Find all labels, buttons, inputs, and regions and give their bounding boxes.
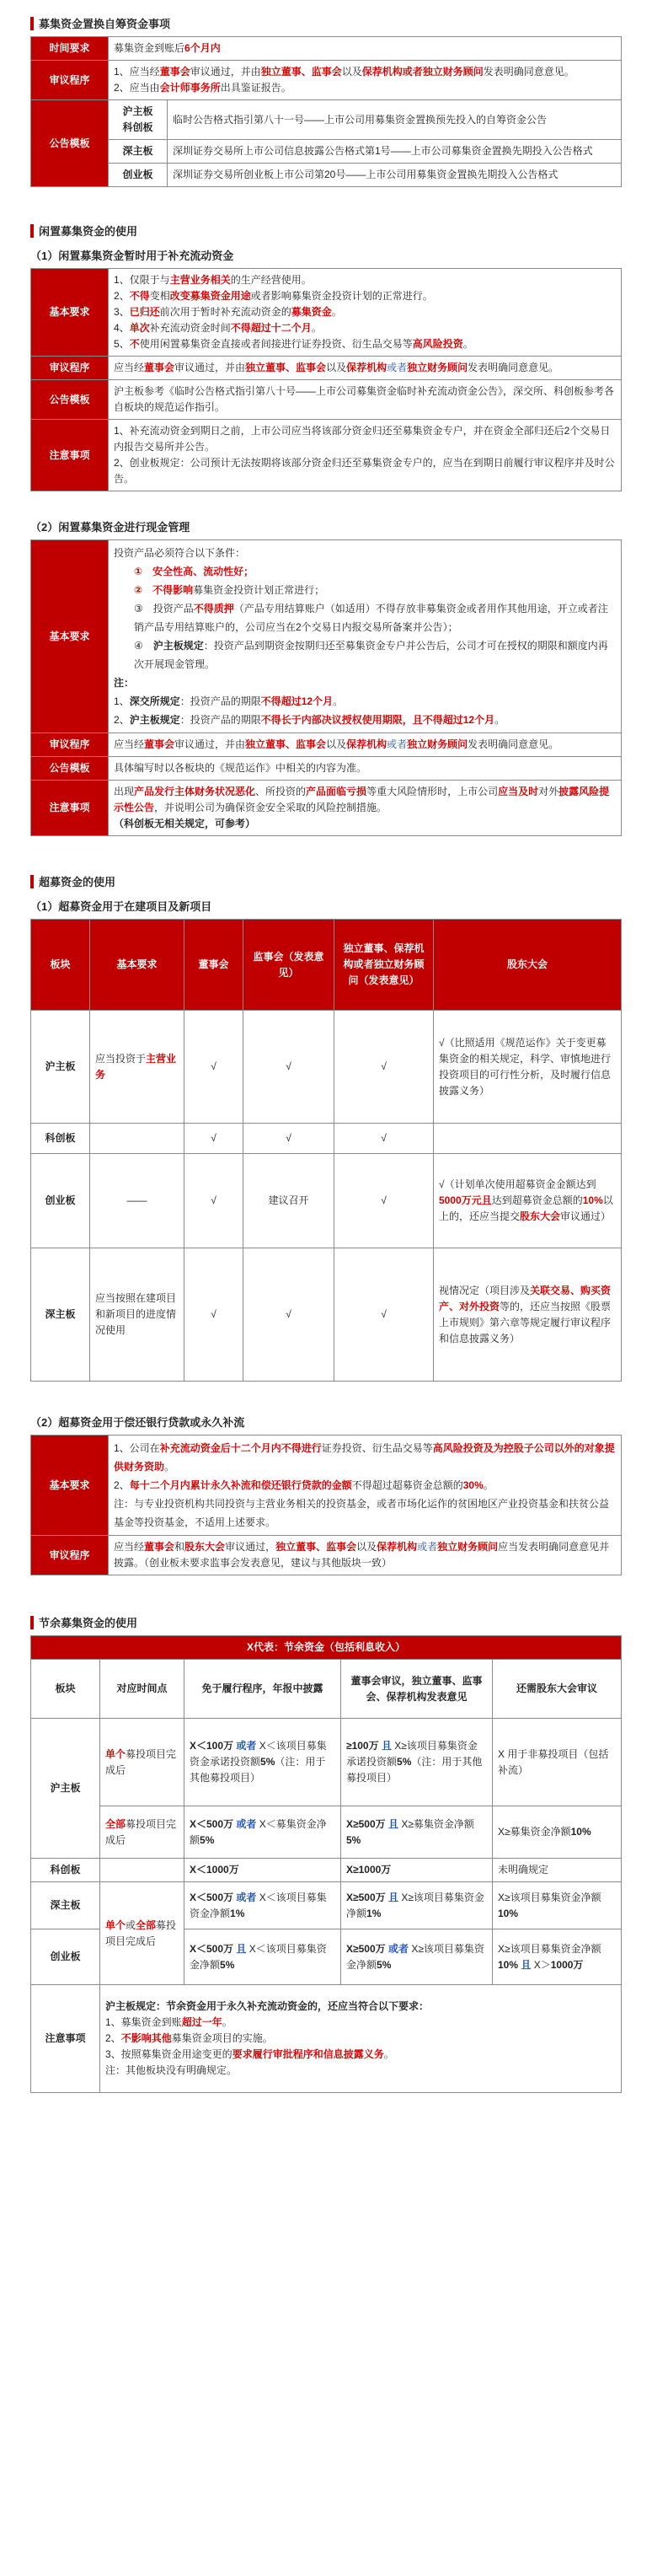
header-board: 板块	[31, 920, 90, 1011]
cell-dsh: √	[184, 1124, 243, 1154]
cell-dsh: ≥100万 且 X≥该项目募集资金承诺投资额5%（注：用于其他募投项目）	[341, 1719, 493, 1806]
cell-board: 沪主板	[31, 1719, 100, 1859]
cell-indep: √	[334, 1248, 434, 1382]
replacement-table	[30, 36, 622, 187]
subsection-title: （2）超募资金用于偿还银行贷款或永久补流	[30, 1416, 245, 1429]
label-review: 审议程序	[31, 733, 109, 757]
time-text: 募集资金到账后6个月内	[109, 37, 622, 61]
cell-gd: 视情况定（项目涉及关联交易、购买资产、对外投资等的，还应当按照《股票上市规则》第六章等规定履行审议程序和信息披露义务）	[434, 1248, 622, 1382]
cell-exempt: X＜500万 或者 X＜募集资金净额5%	[184, 1806, 341, 1859]
cell-gd: √（计划单次使用超募资金金额达到5000万元且达到超募资金总额的10%以上的，还应当提交股东大会审议通过）	[434, 1154, 622, 1248]
template-text: 沪主板参考《临时公告格式指引第八十号——上市公司募集资金临时补充流动资金公告》，深交所、科创板参考各自板块的规范运作指引。	[109, 380, 622, 420]
label-review: 审议程序	[31, 61, 109, 100]
template-sh: 临时公告格式指引第八十一号——上市公司用募集资金置换预先投入的自筹资金公告	[168, 100, 622, 140]
notes-text: 出现产品发行主体财务状况恶化、所投资的产品面临亏损等重大风险情形时，上市公司应当及时对外披露风险提示性公告，并说明公司为确保资金安全采取的风险控制措施。 （科创板无相关规定，可参考）	[109, 781, 622, 836]
section-title-overraised: 超募资金的使用	[30, 873, 622, 889]
review-text: 1、应当经董事会审议通过，并由独立董事、监事会以及保荐机构或者独立财务顾问发表明确同意意见。 2、应当由会计师事务所出具鉴证报告。	[109, 61, 622, 100]
subsection-title: （1）闲置募集资金暂时用于补充流动资金	[30, 250, 234, 262]
section-title-surplus: 节余募集资金的使用	[30, 1614, 622, 1630]
cell-dsh: X≥500万 且 X≥募集资金净额5%	[341, 1806, 493, 1859]
cell-dsh: X≥500万 或者 X≥该项目募集资金净额5%	[341, 1929, 493, 1985]
notes-text: 沪主板规定：节余资金用于永久补充流动资金的，还应当符合以下要求： 1、募集资金到账超过一年。 2、不影响其他募集资金项目的实施。 3、按照募集资金用途变更的要求履行审批程序和信息披露义务。 注：其他板块没有明确规定。	[100, 1985, 622, 2093]
cell-basic	[90, 1124, 184, 1154]
cell-indep: √	[334, 1154, 434, 1248]
header-exempt: 免于履行程序，年报中披露	[184, 1660, 341, 1719]
cell-exempt: X＜500万 且 X＜该项目募集资金净额5%	[184, 1929, 341, 1985]
table-row	[31, 1011, 622, 1124]
table-row	[31, 1124, 622, 1154]
subsection-title: （2）闲置募集资金进行现金管理	[30, 521, 190, 534]
cell-board: 沪主板	[31, 1011, 90, 1124]
review-text: 应当经董事会和股东大会审议通过，独立董事、监事会以及保荐机构或者独立财务顾问应当发表明确同意意见并披露。（创业板未要求监事会发表意见，建议与其他版块一致）	[109, 1536, 622, 1575]
cell-board: 创业板	[31, 1929, 100, 1985]
header-board-review: 董事会审议，独立董事、监事会、保荐机构发表意见	[341, 1660, 493, 1719]
cell-board: 深主板	[31, 1882, 100, 1929]
cell-exempt: X＜1000万	[184, 1859, 341, 1882]
cell-board: 科创板	[31, 1859, 100, 1882]
section-marker	[30, 224, 34, 238]
idle-cash-mgmt-table	[30, 539, 622, 836]
subsection-title: （1）超募资金用于在建项目及新项目	[30, 900, 212, 913]
page	[30, 15, 622, 2093]
table-row	[31, 1985, 622, 2093]
template-text: 具体编写时以各板块的《规范运作》中相关的内容为准。	[109, 757, 622, 781]
header-shareholders: 股东大会	[434, 920, 622, 1011]
cell-gd: X 用于非募投项目（包括补流）	[493, 1719, 622, 1806]
cell-board: 深主板	[31, 1248, 90, 1382]
cell-exempt: X＜100万 或者 X＜该项目募集资金承诺投资额5%（注：用于其他募投项目）	[184, 1719, 341, 1806]
cell-time: 单个募投项目完成后	[100, 1719, 184, 1806]
cell-gd: √（比照适用《规范运作》关于变更募集资金的相关规定，科学、审慎地进行投资项目的可行性分析，及时履行信息披露义务）	[434, 1011, 622, 1124]
cell-time: 全部募投项目完成后	[100, 1806, 184, 1859]
cell-indep: √	[334, 1124, 434, 1154]
cell-gd: X≥募集资金净额10%	[493, 1806, 622, 1859]
board-sz: 深主板	[109, 140, 168, 164]
review-text: 应当经董事会审议通过，并由独立董事、监事会以及保荐机构或者独立财务顾问发表明确同意意见。	[109, 733, 622, 757]
idle-liquidity-table	[30, 268, 622, 491]
label-review: 审议程序	[31, 1536, 109, 1575]
cell-gd: X≥该项目募集资金净额10% 且 X＞1000万	[493, 1929, 622, 1985]
cell-board: 科创板	[31, 1124, 90, 1154]
surplus-table	[30, 1635, 622, 2093]
section-title-idle: 闲置募集资金的使用	[30, 223, 622, 239]
cell-gd	[434, 1124, 622, 1154]
table-row	[31, 1882, 622, 1929]
cell-gd: X≥该项目募集资金净额10%	[493, 1882, 622, 1929]
label-review: 审议程序	[31, 357, 109, 380]
cell-basic: 应当投资于主营业务	[90, 1011, 184, 1124]
table-row	[31, 1859, 622, 1882]
table-row	[31, 1154, 622, 1248]
basic-text: 1、仅限于与主营业务相关的生产经营使用。 2、不得变相改变募集资金用途或者影响募集资金投资计划的正常进行。 3、已归还前次用于暂时补充流动资金的募集资金。 4、单次补充流动资金时间不得超过十二个月。 5、不使用闲置募集资金直接或者间接进行证券投资、衍生品交易等高风险投资。	[109, 269, 622, 357]
header-supervisors: 监事会（发表意见）	[243, 920, 334, 1011]
section-marker	[30, 1616, 34, 1629]
cell-dsh: √	[184, 1154, 243, 1248]
header-board-of-directors: 董事会	[184, 920, 243, 1011]
label-time: 时间要求	[31, 37, 109, 61]
header-independent: 独立董事、保荐机构或者独立财务顾问（发表意见）	[334, 920, 434, 1011]
cell-dsh: X≥500万 且 X≥该项目募集资金净额1%	[341, 1882, 493, 1929]
label-notes: 注意事项	[31, 420, 109, 491]
header-time: 对应时间点	[100, 1660, 184, 1719]
cell-dsh: √	[184, 1248, 243, 1382]
basic-text: 投资产品必须符合以下条件： ① 安全性高、流动性好； ② 不得影响募集资金投资计划正常进行； ③ 投资产品不得质押（产品专用结算账户（如适用）不得存放非募集资金或者用作其他用途，开立或者注销产品专用结算账户的，公司应当在2个交易日内报交易所备案并公告）； ④ 沪主板规定：投资产品到期资金按期归还至募集资金专户并公告后，公司才可在授权的期限和额度内再次开展现金管理。 注： 1、深交所规定：投资产品的期限不得超过12个月。 2、沪主板规定：投资产品的期限不得长于内部决议授权使用期限，且不得超过12个月。	[109, 540, 622, 733]
basic-text: 1、公司在补充流动资金后十二个月内不得进行证券投资、衍生品交易等高风险投资及为控股子公司以外的对象提供财务资助。 2、每十二个月内累计永久补流和偿还银行贷款的金额不得超过超募资金总额的30%。 注：与专业投资机构共同投资与主营业务相关的投资基金，或者市场化运作的贫困地区产业投资基金和扶贫公益基金等投资基金，不适用上述要求。	[109, 1436, 622, 1536]
header-shareholders: 还需股东大会审议	[493, 1660, 622, 1719]
cell-time: 单个或全部募投项目完成后	[100, 1882, 184, 1985]
notes-text: 1、补充流动资金到期日之前，上市公司应当将该部分资金归还至募集资金专户，并在资金全部归还后2个交易日内报告交易所并公告。 2、创业板规定：公司预计无法按期将该部分资金归还至募集资金专户的，应当在到期日前履行审议程序并及时公告。	[109, 420, 622, 491]
label-basic: 基本要求	[31, 540, 109, 733]
table-row	[31, 1719, 622, 1806]
label-template: 公告模板	[31, 100, 109, 187]
cell-jsh: 建议召开	[243, 1154, 334, 1248]
board-sh-kc: 沪主板 科创板	[109, 100, 168, 140]
cell-basic: 应当按照在建项目和新项目的进度情况使用	[90, 1248, 184, 1382]
template-cy: 深圳证券交易所创业板上市公司第20号——上市公司用募集资金置换先期投入公告格式	[168, 164, 622, 187]
label-template: 公告模板	[31, 380, 109, 420]
cell-jsh: √	[243, 1011, 334, 1124]
board-cy: 创业板	[109, 164, 168, 187]
cell-jsh: √	[243, 1248, 334, 1382]
header-board: 板块	[31, 1660, 100, 1719]
cell-board: 创业板	[31, 1154, 90, 1248]
template-sz: 深圳证券交易所上市公司信息披露公告格式第1号——上市公司募集资金置换先期投入公告格式	[168, 140, 622, 164]
cell-indep: √	[334, 1011, 434, 1124]
header-x-definition: X代表：节余资金（包括利息收入）	[31, 1636, 622, 1660]
cell-dsh: √	[184, 1011, 243, 1124]
cell-gd: 未明确规定	[493, 1859, 622, 1882]
overraised-loan-table	[30, 1435, 622, 1575]
cell-exempt: X＜500万 或者 X＜该项目募集资金净额1%	[184, 1882, 341, 1929]
label-notes: 注意事项	[31, 1985, 100, 2093]
section-title-replacement: 募集资金置换自筹资金事项	[30, 15, 622, 31]
label-notes: 注意事项	[31, 781, 109, 836]
table-row	[31, 1806, 622, 1859]
label-basic: 基本要求	[31, 269, 109, 357]
header-basic: 基本要求	[90, 920, 184, 1011]
cell-basic: ——	[90, 1154, 184, 1248]
cell-jsh: √	[243, 1124, 334, 1154]
table-row	[31, 1248, 622, 1382]
section-marker	[30, 17, 34, 30]
label-template: 公告模板	[31, 757, 109, 781]
cell-time	[100, 1859, 184, 1882]
section-marker	[30, 875, 34, 888]
label-basic: 基本要求	[31, 1436, 109, 1536]
overraised-projects-table	[30, 919, 622, 1382]
cell-dsh: X≥1000万	[341, 1859, 493, 1882]
review-text: 应当经董事会审议通过，并由独立董事、监事会以及保荐机构或者独立财务顾问发表明确同意意见。	[109, 357, 622, 380]
